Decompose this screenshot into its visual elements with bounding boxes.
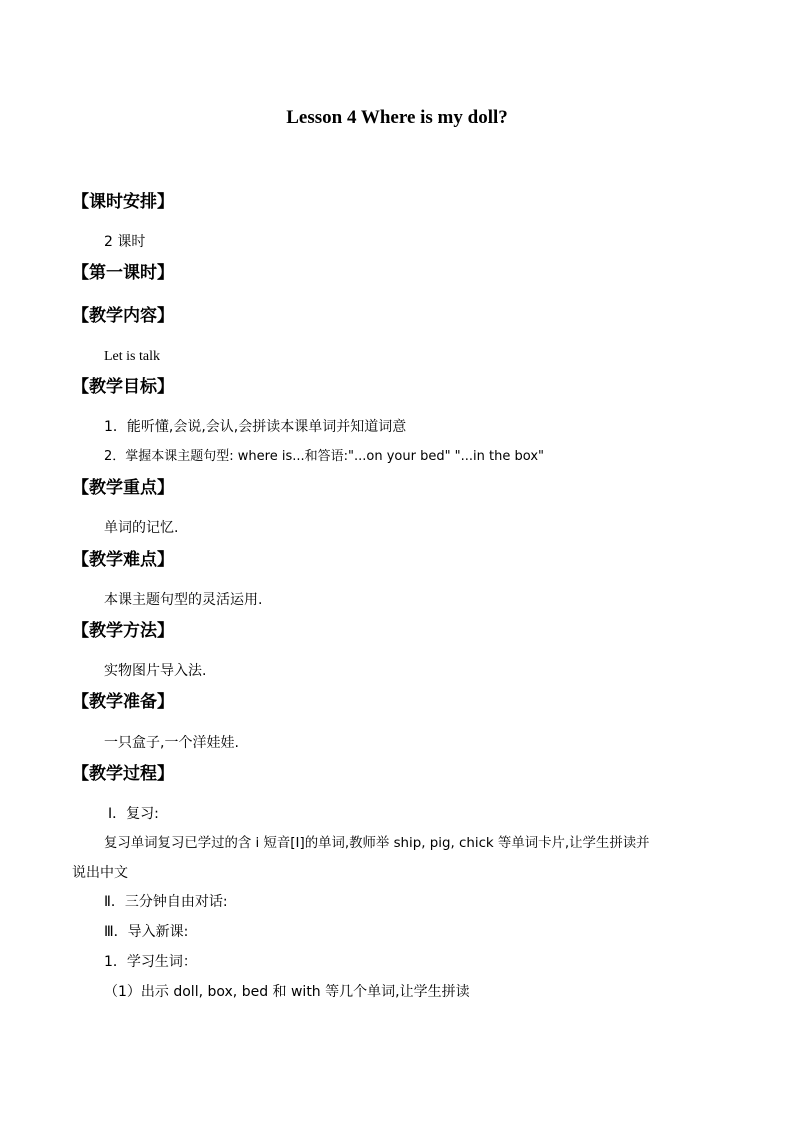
process-line-review-detail: 复习单词复习已学过的含 i 短音[I]的单词,教师举 ship, pig, chick 等单词卡片,让学生拼读并 bbox=[104, 836, 650, 851]
process-line-review-detail-cont: 说出中文 bbox=[72, 865, 128, 881]
preparation-text: 一只盒子,一个洋娃娃. bbox=[104, 735, 239, 751]
process-line-free-talk: Ⅱ．三分钟自由对话: bbox=[104, 894, 228, 910]
section-heading-key-points: 【教学重点】 bbox=[72, 478, 174, 498]
content-text: Let is talk bbox=[104, 349, 160, 364]
section-heading-content: 【教学内容】 bbox=[72, 306, 174, 326]
process-line-show-words: （1）出示 doll, box, bed 和 with 等几个单词,让学生拼读 bbox=[104, 984, 470, 1000]
section-heading-first-lesson: 【第一课时】 bbox=[72, 263, 174, 283]
objective-line-1: 1．能听懂,会说,会认,会拼读本课单词并知道词意 bbox=[104, 419, 407, 435]
section-heading-methods: 【教学方法】 bbox=[72, 621, 174, 641]
process-line-new-words: 1．学习生词： bbox=[104, 954, 197, 970]
methods-text: 实物图片导入法. bbox=[104, 663, 207, 679]
difficulties-text: 本课主题句型的灵活运用. bbox=[104, 592, 263, 608]
schedule-text: 2 课时 bbox=[104, 234, 146, 250]
section-heading-process: 【教学过程】 bbox=[72, 764, 174, 784]
section-heading-difficulties: 【教学难点】 bbox=[72, 550, 174, 570]
document-title: Lesson 4 Where is my doll? bbox=[286, 107, 508, 128]
section-heading-preparation: 【教学准备】 bbox=[72, 692, 174, 712]
process-line-new-lesson: Ⅲ．导入新课: bbox=[104, 924, 189, 940]
section-heading-objectives: 【教学目标】 bbox=[72, 377, 174, 397]
objective-line-2: 2．掌握本课主题句型: where is...和答语:"...on your bed" "...in the box" bbox=[104, 449, 544, 464]
key-points-text: 单词的记忆. bbox=[104, 520, 179, 536]
process-line-review: Ⅰ．复习: bbox=[108, 806, 159, 822]
section-heading-schedule: 【课时安排】 bbox=[72, 192, 174, 212]
